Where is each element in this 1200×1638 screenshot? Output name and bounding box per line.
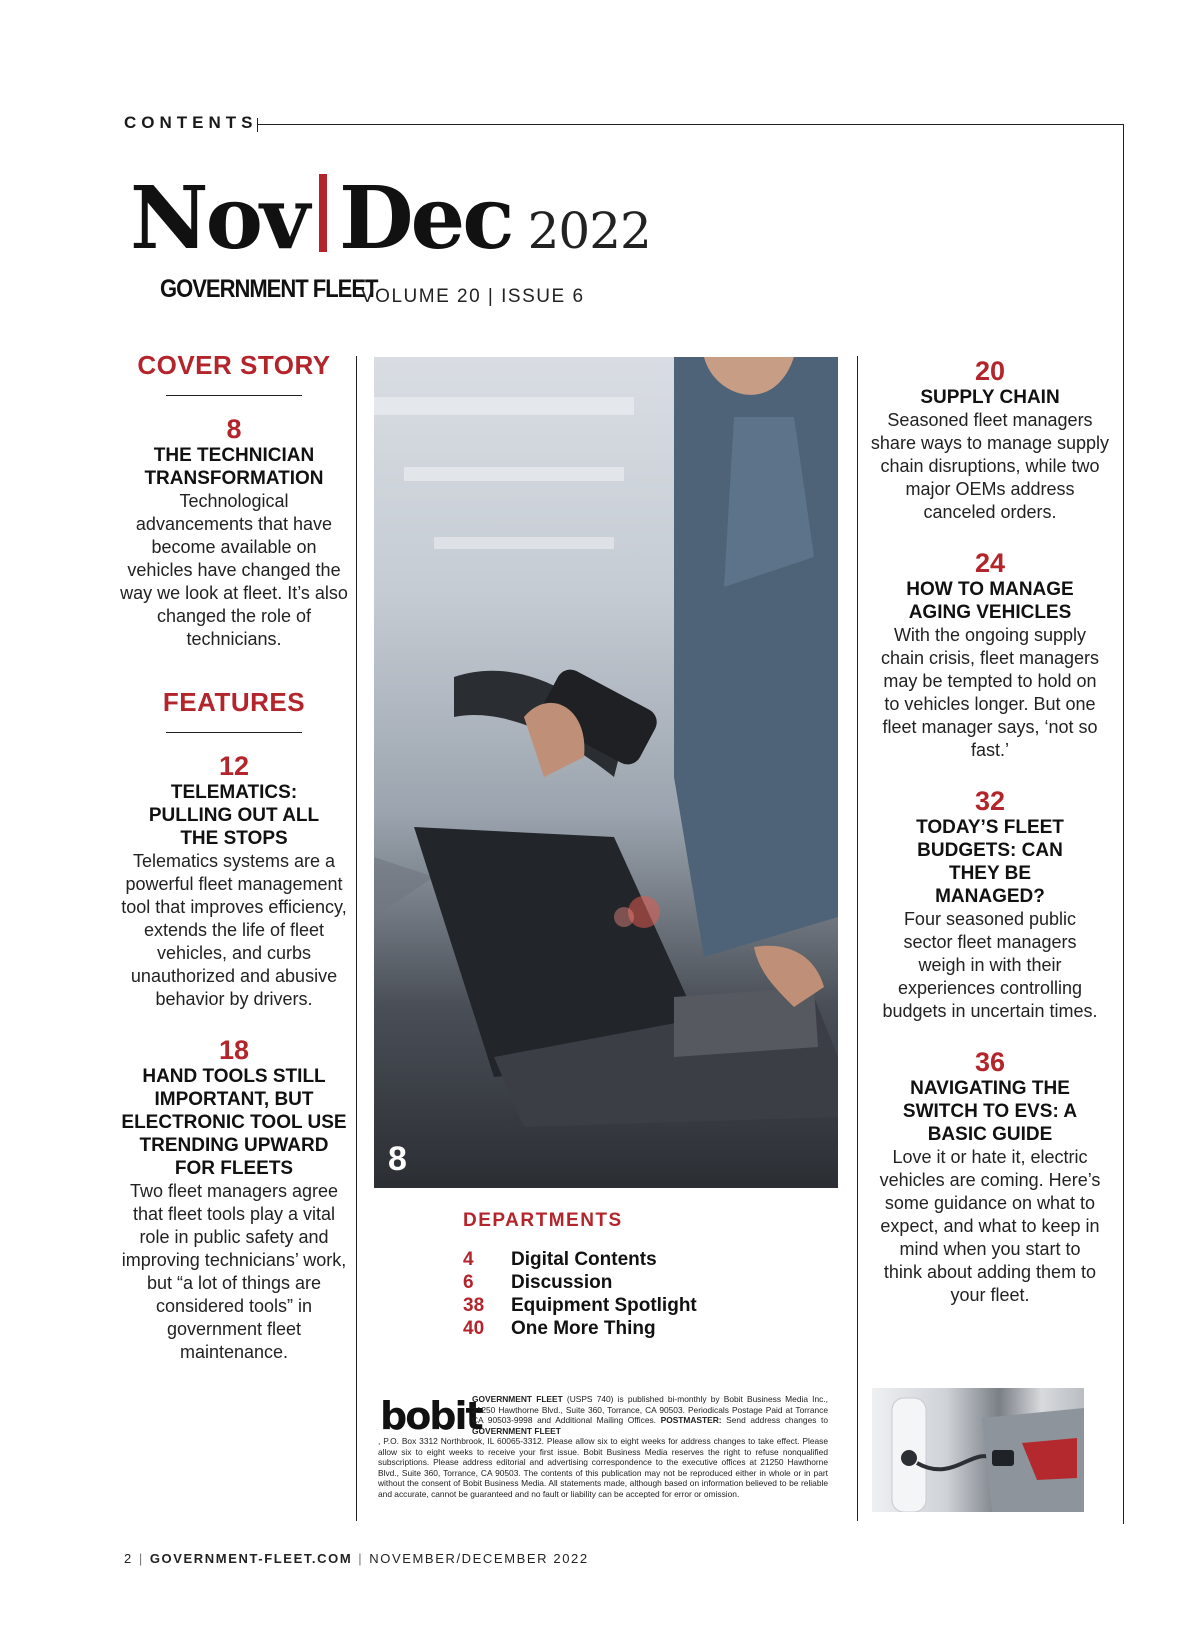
column-divider-left [356,356,357,1521]
toc-entry[interactable] [870,548,1110,762]
toc-summary: Two fleet managers agree that fleet tools play a vital role in public safety and improving technicians’ work, but “a lot of things are considered tools” in government fleet maintenance. [121,1181,347,1362]
publication-logo-text: GOVERNMENT FLEET [160,274,378,303]
toc-headline: SUPPLY CHAIN [920,387,1060,408]
legal-pub-name: GOVERNMENT FLEET [472,1394,563,1404]
contents-label: CONTENTS [124,113,258,132]
toc-page-number: 20 [974,356,1006,386]
masthead-month-left: Nov [130,168,307,269]
header-rule-tick [257,118,258,132]
legal-text: (USPS 740) is published bi-monthly by Bobit Business Media Inc., 21250 Hawthorne Blvd., Suite 360, Torrance, CA 90503. Periodicals Postage Paid at Torrance CA 90503-9998 and Additional Mailing Offices. [472,1394,829,1425]
volume-issue: VOLUME 20 | ISSUE 6 [361,286,585,307]
ev-charging-photo[interactable] [872,1388,1084,1512]
page-frame-rule [1123,124,1124,1524]
department-name: One More Thing [511,1318,656,1339]
toc-entry[interactable] [118,751,350,1011]
department-page: 4 [463,1249,474,1270]
department-page: 6 [463,1272,474,1293]
toc-entry[interactable] [118,414,350,651]
toc-headline: TELEMATICS: PULLING OUT ALL THE STOPS [148,782,320,849]
department-row[interactable] [463,1317,843,1340]
toc-page-number: 32 [974,786,1006,816]
section-rule [166,732,302,733]
masthead-divider [319,174,327,252]
department-name: Digital Contents [511,1249,657,1270]
footer-page-number: 2 [124,1551,133,1566]
toc-page-number: 12 [218,751,250,781]
legal-pub-name: GOVERNMENT FLEET [472,1425,561,1436]
bobit-logo: bobit [380,1394,482,1438]
toc-summary: Seasoned fleet managers share ways to manage supply chain disruptions, while two major OEMs address canceled orders. [870,410,1110,522]
departments-title: DEPARTMENTS [463,1210,623,1231]
toc-summary: Technological advancements that have become available on vehicles have changed the way we look at fleet. It’s also changed the role of technicians. [120,491,348,649]
column-divider-right [857,356,858,1521]
masthead-year: 2022 [527,202,651,260]
toc-summary: Four seasoned public sector fleet managers weigh in with their experiences controlling budgets in uncertain times. [882,909,1098,1021]
department-name: Equipment Spotlight [511,1295,697,1316]
legal-text: , P.O. Box 3312 Northbrook, IL 60065-3312. Please allow six to eight weeks for address changes to take effect. Please allow six to eight weeks to receive your first issue. Bobit Business Media reserves the right to refuse nonqualified subscriptions. Please address editorial and advertising correspondence to the executive offices at 21250 Hawthorne Blvd., Suite 360, Torrance, CA 90503. The contents of this publication may not be reproduced either in whole or in part without the consent of Bobit Business Media. All statements made, although based on information believed to be reliable and accurate, cannot be guaranteed and no fault or liability can be accepted for error or omission. [378,1436,828,1499]
toc-summary: Telematics systems are a powerful fleet management tool that improves efficiency, extends the life of fleet vehicles, and curbs unauthorized and abusive behavior by drivers. [121,851,347,1009]
photo-page-caption: 8 [388,1140,407,1178]
legal-postmaster: POSTMASTER: [660,1415,722,1425]
footer-issue: NOVEMBER/DECEMBER 2022 [369,1551,589,1566]
cover-story-title: COVER STORY [137,350,331,380]
toc-summary: With the ongoing supply chain crisis, fleet managers may be tempted to hold on to vehicles longer. But one fleet manager says, ‘not so fast.’ [880,625,1100,760]
department-page: 40 [463,1318,485,1339]
features-title: FEATURES [162,687,306,717]
department-name: Discussion [511,1272,613,1293]
toc-headline: NAVIGATING THE SWITCH TO EVS: A BASIC GUIDE [902,1078,1078,1145]
footer-separator: | [138,1551,144,1566]
toc-headline: THE TECHNICIAN TRANSFORMATION [144,445,324,489]
toc-page-number: 36 [974,1047,1006,1077]
section-rule [166,395,302,396]
footer-site-link[interactable]: GOVERNMENT-FLEET.COM [149,1551,353,1566]
ev-charger-illustration [872,1388,1084,1512]
legal-text: Send address changes to [721,1415,829,1425]
department-page: 38 [463,1295,485,1316]
toc-headline: HAND TOOLS STILL IMPORTANT, BUT ELECTRONIC TOOL USE TRENDING UPWARD FOR FLEETS [121,1066,347,1179]
issue-masthead [130,168,651,268]
toc-entry[interactable] [870,356,1110,524]
page-footer [124,1551,589,1566]
legal-text-indent [472,1394,828,1436]
left-column [118,350,350,1388]
toc-summary: Love it or hate it, electric vehicles are coming. Here’s some guidance on what to expect, and what to keep in mind when you start to think about adding them to your fleet. [879,1147,1101,1305]
department-row[interactable] [463,1294,843,1317]
right-column [870,356,1110,1331]
toc-page-number: 24 [974,548,1006,578]
departments-list [463,1248,843,1340]
toc-entry[interactable] [870,786,1110,1023]
government-fleet-logo [160,274,377,304]
technician-laptop-illustration [374,357,838,1188]
footer-separator: | [358,1551,364,1566]
department-row[interactable] [463,1248,843,1271]
toc-entry[interactable] [870,1047,1110,1307]
toc-page-number: 8 [226,414,242,444]
toc-page-number: 18 [218,1035,250,1065]
toc-headline: TODAY’S FLEET BUDGETS: CAN THEY BE MANAGED? [916,817,1064,907]
department-row[interactable] [463,1271,843,1294]
toc-entry[interactable] [118,1035,350,1364]
cover-story-photo[interactable] [374,357,838,1188]
toc-headline: HOW TO MANAGE AGING VEHICLES [906,579,1074,623]
masthead-month-right: Dec [338,168,512,269]
publication-legal-notice [378,1394,828,1499]
header-rule [257,124,1124,125]
